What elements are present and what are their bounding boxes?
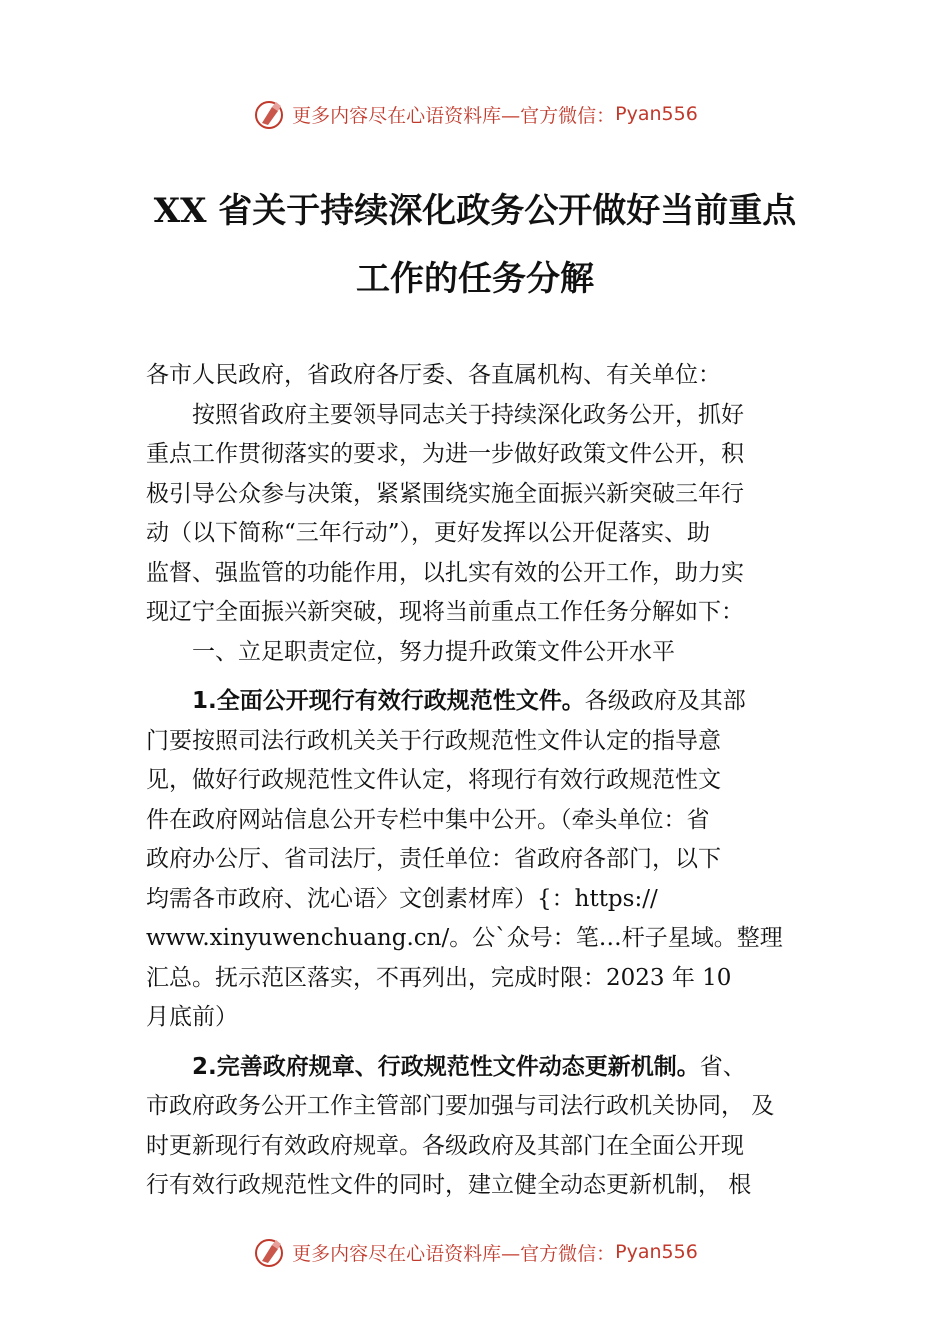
item-1-line: 政府办公厅、省司法厅，责任单位：省政府各部门，以下 bbox=[146, 846, 721, 872]
intro-line: 极引导公众参与决策，紧紧围绕实施全面振兴新突破三年行 bbox=[146, 480, 744, 507]
item-1-line: www.xinyuwenchuang.cn/。公`众号：笔…杆子星域。整理 bbox=[146, 925, 783, 951]
item-2-line: 市政府政务公开工作主管部门要加强与司法行政机关协同， 及 bbox=[146, 1093, 775, 1119]
item-2-line: 行有效行政规范性文件的同时，建立健全动态更新机制， 根 bbox=[146, 1172, 752, 1198]
document-title-line-2: 工作的任务分解 bbox=[356, 259, 594, 299]
banner-wechat-id: Pyan556 bbox=[615, 1241, 698, 1263]
intro-line: 按照省政府主要领导同志关于持续深化政务公开，抓好 bbox=[192, 401, 744, 428]
intro-line: 现辽宁全面振兴新突破，现将当前重点工作任务分解如下： bbox=[146, 599, 744, 625]
banner-text: 更多内容尽在心语资料库—官方微信： bbox=[292, 1242, 616, 1265]
item-1-line: 见，做好行政规范性文件认定，将现行有效行政规范性文 bbox=[146, 767, 721, 793]
document-body bbox=[146, 356, 826, 1206]
banner-wechat-id: Pyan556 bbox=[615, 103, 698, 125]
banner-text: 更多内容尽在心语资料库—官方微信： bbox=[292, 104, 616, 127]
item-2-first-line bbox=[146, 1048, 826, 1088]
item-2-line: 时更新现行有效政府规章。各级政府及其部门在全面公开现 bbox=[146, 1132, 744, 1159]
pen-nib-logo-icon bbox=[252, 1235, 286, 1269]
item-1-line: 件在政府网站信息公开专栏中集中公开。（牵头单位：省 bbox=[146, 806, 710, 833]
item-1-line: 均需各市政府、沈心语〉文创素材库）{：https:// bbox=[146, 885, 658, 912]
item-1-first-line bbox=[146, 682, 826, 722]
item-1-line: 门要按照司法行政机关关于行政规范性文件认定的指导意 bbox=[146, 727, 721, 754]
document-title-line-1: XX 省关于持续深化政务公开做好当前重点 bbox=[153, 191, 797, 231]
footer-banner bbox=[0, 1232, 950, 1272]
item-1-line: 月底前） bbox=[146, 1004, 238, 1030]
item-2-first-rest: 省、 bbox=[699, 1053, 746, 1080]
header-banner bbox=[0, 94, 950, 134]
intro-line: 监督、强监管的功能作用，以扎实有效的公开工作，助力实 bbox=[146, 559, 744, 586]
item-2-heading: 2.完善政府规章、行政规范性文件动态更新机制。 bbox=[192, 1053, 700, 1080]
item-1-line: 汇总。抚示范区落实，不再列出，完成时限：2023 年 10 bbox=[146, 964, 732, 991]
intro-line: 重点工作贯彻落实的要求，为进一步做好政策文件公开，积 bbox=[146, 441, 744, 467]
item-1-first-rest: 各级政府及其部 bbox=[584, 688, 746, 714]
intro-line: 动（以下简称“三年行动”），更好发挥以公开促落实、助 bbox=[146, 520, 711, 546]
salutation: 各市人民政府，省政府各厅委、各直属机构、有关单位： bbox=[146, 362, 721, 388]
item-1-heading: 1.全面公开现行有效行政规范性文件。 bbox=[192, 688, 585, 714]
section-1-heading: 一、立足职责定位，努力提升政策文件公开水平 bbox=[192, 638, 675, 665]
pen-nib-logo-icon bbox=[252, 97, 286, 131]
